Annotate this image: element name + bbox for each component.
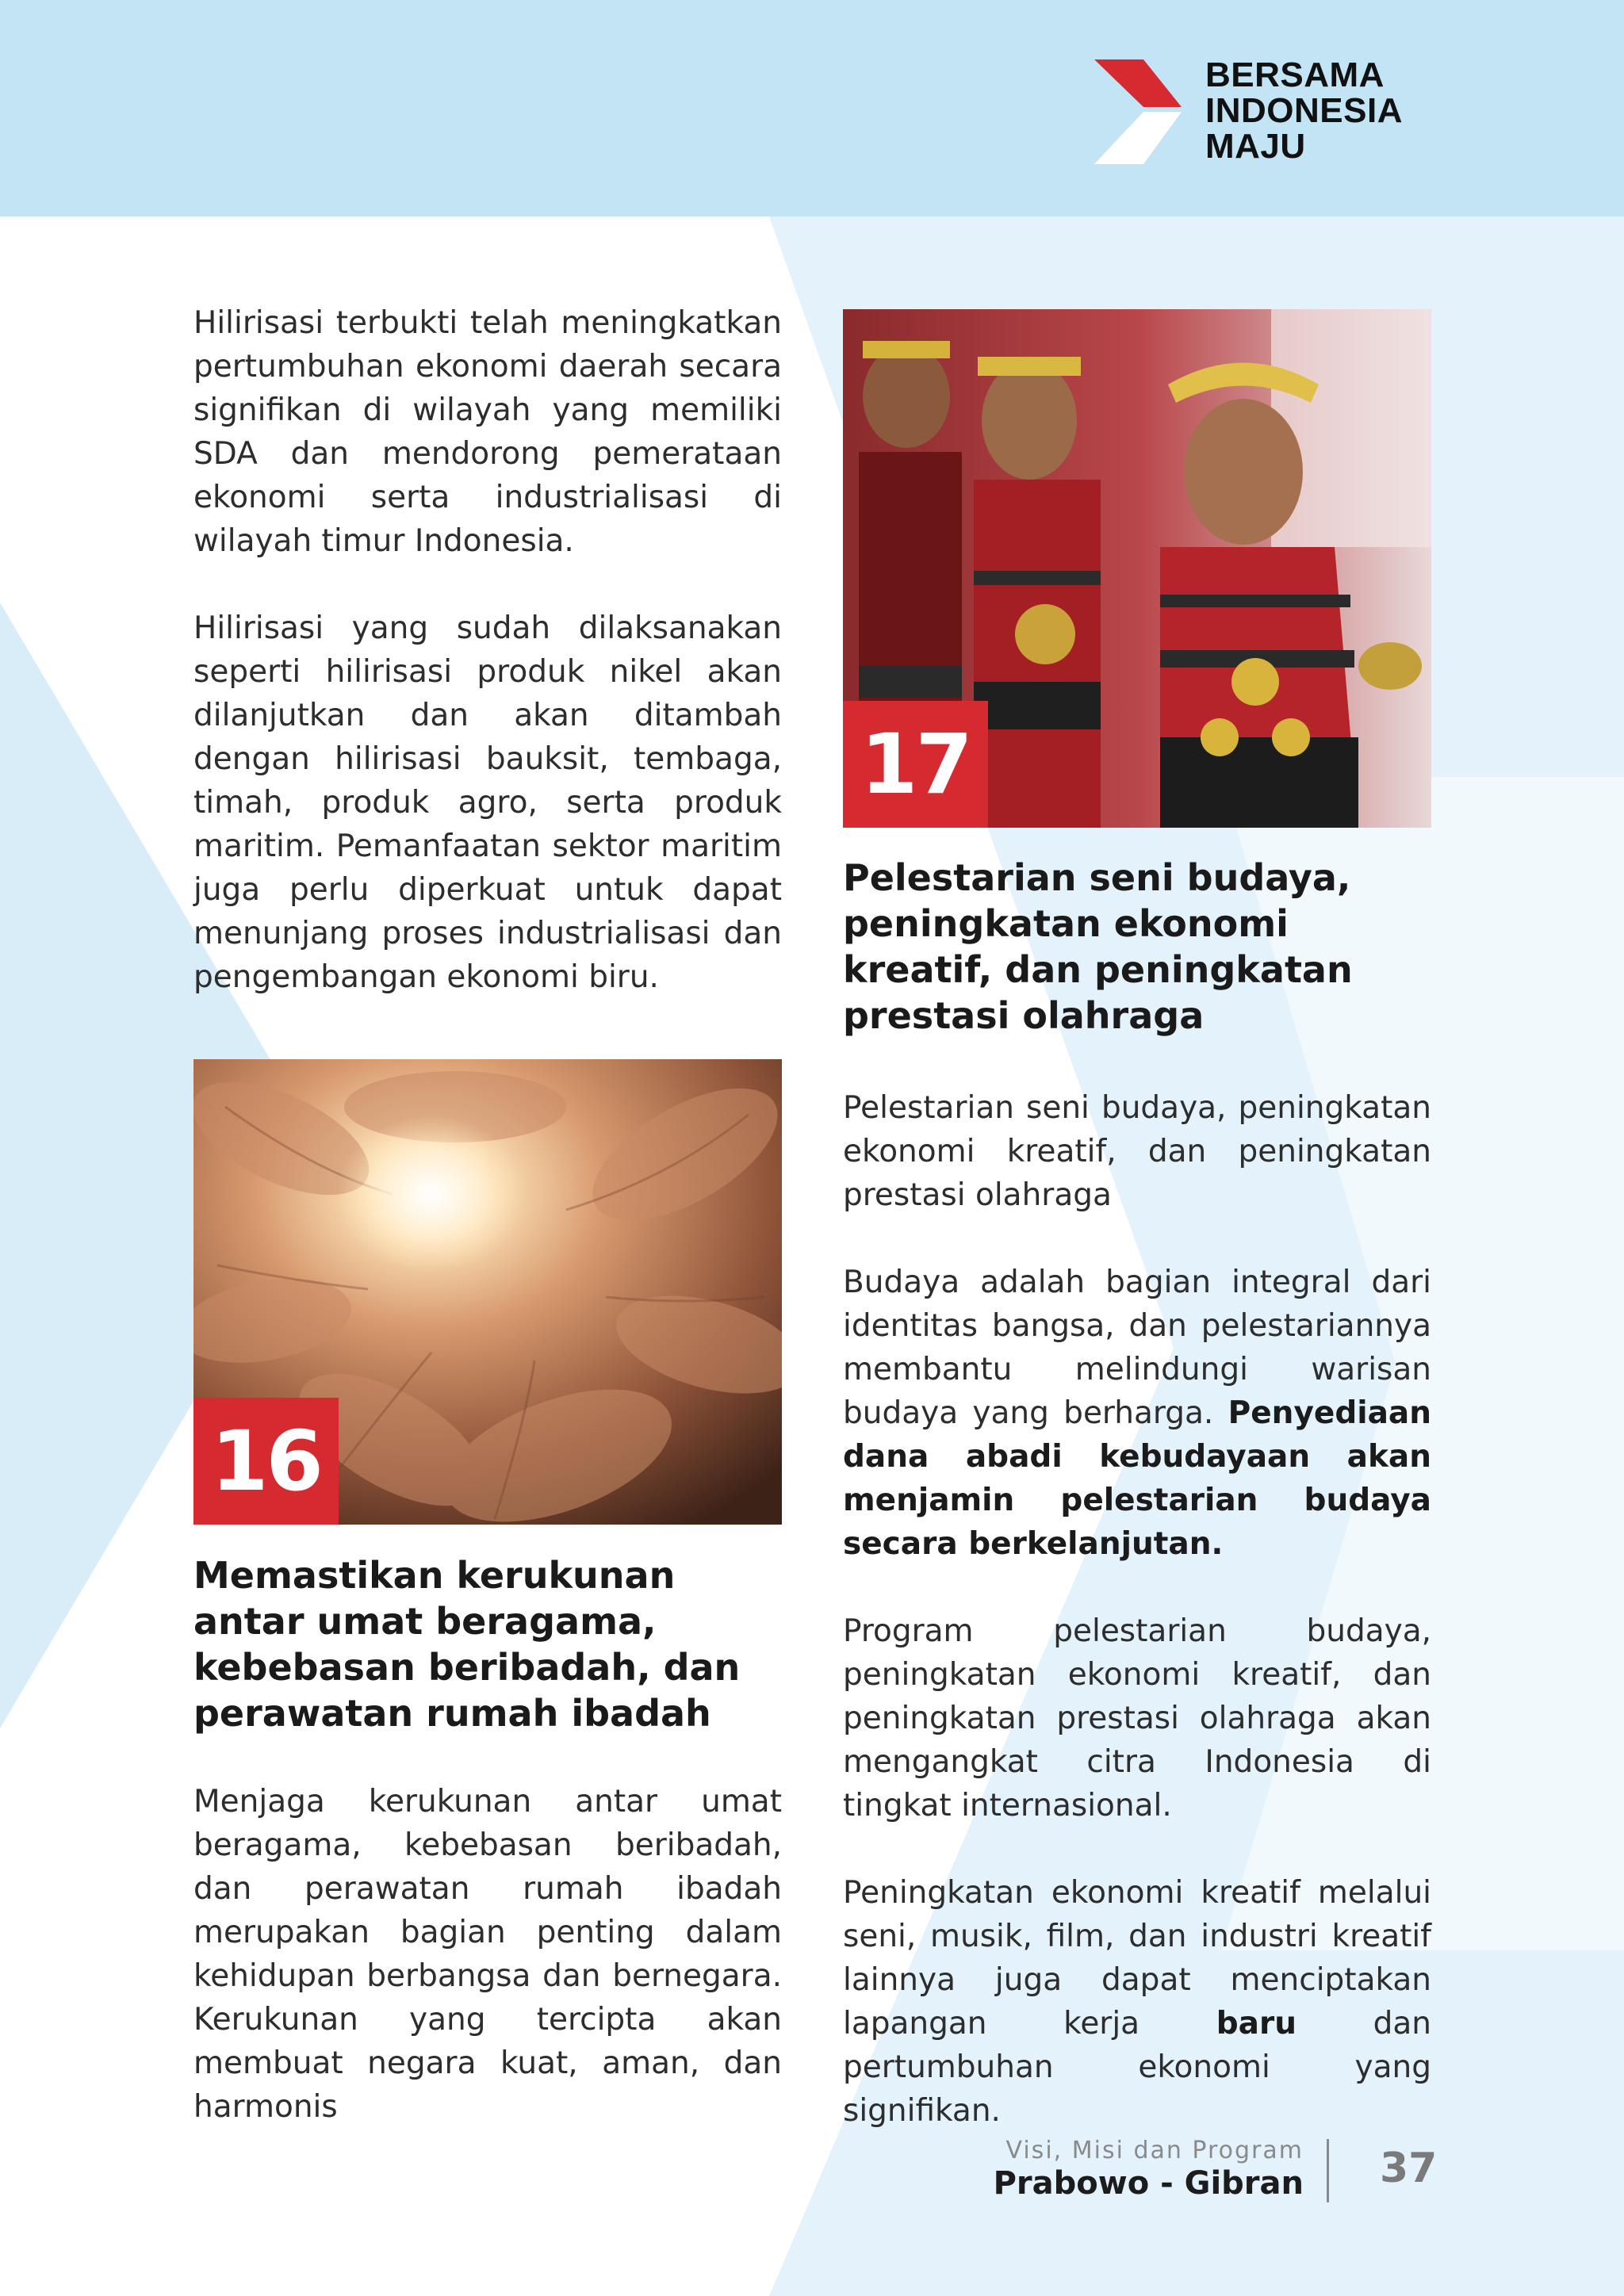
- brand-line-1: BERSAMA: [1205, 55, 1385, 94]
- section-16-heading: Memastikan kerukunan antar umat beragama, kebebasan beribadah, dan perawatan rumah ibadah: [193, 1554, 741, 1735]
- section-number-badge-17: 17: [843, 701, 988, 828]
- section-number-badge-16: 16: [193, 1398, 339, 1525]
- section-16-text: [193, 1552, 782, 2129]
- section-17-text: [843, 855, 1431, 2133]
- section-17-heading: Pelestarian seni budaya, peningkatan ekonomi kreatif, dan peningkatan prestasi olahraga: [843, 856, 1353, 1037]
- section-17-paragraph-3: Program pelestarian budaya, peningkatan ekonomi kreatif, dan peningkatan prestasi olahraga akan mengangkat citra Indonesia di tingkat internasional.: [843, 1613, 1431, 1823]
- section-17-paragraph-2-plain: Budaya adalah bagian integral dari identitas bangsa, dan pelestariannya membantu melindungi warisan budaya yang berharga.: [843, 1265, 1431, 1431]
- brand-chevron-logo: [1094, 59, 1182, 164]
- footer-caption: [994, 2137, 1304, 2202]
- section-17-paragraph-4-before: Peningkatan ekonomi kreatif melalui seni, musik, film, dan industri kreatif lainnya juga dapat menciptakan lapangan kerja: [843, 1875, 1431, 2042]
- hands-circle-photo: [193, 1059, 782, 1525]
- brand-line-2: INDONESIA: [1205, 91, 1403, 130]
- intro-paragraph-1: Hilirisasi terbukti telah meningkatkan pertumbuhan ekonomi daerah secara signifikan di wilayah yang memiliki SDA dan mendorong pemerataan ekonomi serta industrialisasi di wilayah timur Indonesia.: [193, 305, 782, 559]
- section-17-paragraph-4: [843, 1871, 1431, 2133]
- brand-line-3: MAJU: [1205, 127, 1306, 166]
- intro-paragraph-2: Hilirisasi yang sudah dilaksanakan seperti hilirisasi produk nikel akan dilanjutkan dan akan ditambah dengan hilirisasi bauksit, tembaga, timah, produk agro, serta produk maritim. Pemanfaatan sektor maritim juga perlu diperkuat untuk dapat menunjang proses industrialisasi dan pengembangan ekonomi biru.: [193, 610, 782, 995]
- section-17-paragraph-4-bold: baru: [1216, 2006, 1297, 2042]
- section-17-paragraph-2-bold: Penyediaan dana abadi kebudayaan akan menjamin pelestarian budaya secara berkelanjutan.: [843, 1395, 1431, 1562]
- left-intro-text: [193, 301, 782, 999]
- header-band: [0, 0, 1624, 216]
- brand-wordmark: [1205, 57, 1403, 164]
- footer-title: Prabowo - Gibran: [993, 2165, 1304, 2202]
- footer-subtitle: Visi, Misi dan Program: [1005, 2137, 1304, 2164]
- footer-divider: [1327, 2139, 1329, 2202]
- section-17-paragraph-1: Pelestarian seni budaya, peningkatan ekonomi kreatif, dan peningkatan prestasi olahraga: [843, 1090, 1431, 1213]
- section-17-paragraph-2: [843, 1261, 1431, 1566]
- traditional-dancers-photo: [843, 309, 1431, 828]
- section-16-paragraph: Menjaga kerukunan antar umat beragama, kebebasan beribadah, dan perawatan rumah ibadah merupakan bagian penting dalam kehidupan berbangsa dan bernegara. Kerukunan yang tercipta akan membuat negara kuat, aman, dan harmonis: [193, 1784, 782, 2125]
- page-number: 37: [1380, 2145, 1438, 2192]
- section-17-paragraph-4-after: dan pertumbuhan ekonomi yang signifikan.: [843, 2006, 1432, 2129]
